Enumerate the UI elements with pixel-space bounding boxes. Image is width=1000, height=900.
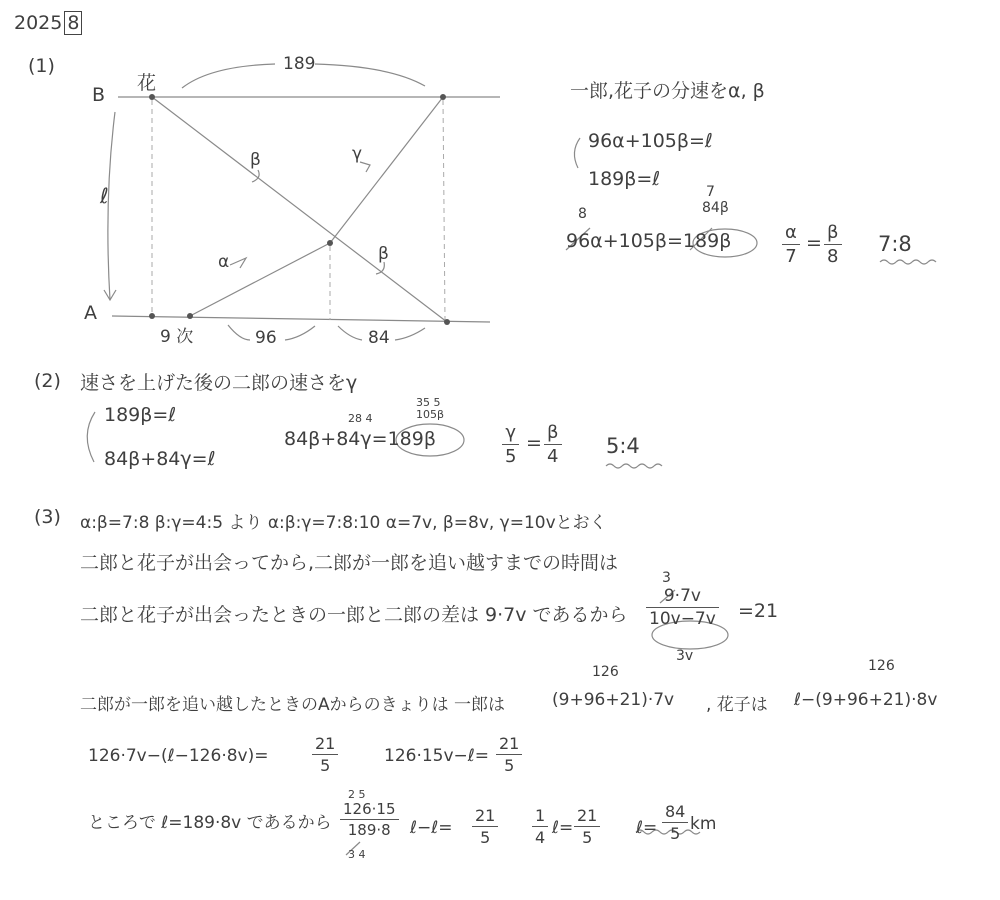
part1-label: (1) (28, 55, 55, 77)
part3-label: (3) (34, 506, 61, 528)
part3-line4-mid: , 花子は (706, 695, 768, 715)
label-B: B (92, 84, 106, 106)
point-turn (440, 94, 446, 100)
part2-small-b: 35 5 (416, 396, 441, 409)
label-9-ji: 9 次 (160, 327, 194, 347)
frac-den: 5 (320, 756, 331, 776)
arc-96-right (285, 326, 315, 340)
frac1-num: 9·7v (663, 586, 701, 606)
part3-line6-prefix: ところで ℓ=189·8v であるから (88, 813, 332, 833)
frac-num: 21 (577, 806, 598, 825)
arc-189-right (315, 64, 425, 86)
part2-intro: 速さを上げた後の二郎の速さをγ (80, 372, 358, 394)
label-96: 96 (255, 328, 277, 348)
line6-small-bot: 3 4 (348, 848, 366, 861)
frac1-den: 10v−7v (649, 609, 716, 630)
part2-ratio-gamma (502, 422, 519, 467)
part2-eq1: 189β=ℓ (104, 404, 177, 426)
label-l: ℓ (100, 184, 109, 208)
part3-line6-after: ℓ−ℓ= (410, 818, 453, 838)
part1-answer: 7:8 (878, 232, 912, 256)
part3-line3: 二郎と花子が出会ったときの一郎と二郎の差は 9·7v であるから (80, 604, 628, 626)
frac1-result: =21 (738, 600, 779, 622)
part2-ratio-beta (544, 422, 562, 467)
line6-frac-den: 189·8 (347, 821, 391, 840)
problem-number-box: 8 (64, 11, 82, 35)
final-num: 84 (665, 802, 686, 821)
point-jiro-start (187, 313, 193, 319)
part1-ratio-beta (824, 222, 842, 267)
label-gamma: γ (352, 144, 363, 164)
hook-alpha (230, 258, 246, 268)
part1-eq1: 96α+105β=ℓ (588, 130, 713, 152)
label-84: 84 (368, 328, 390, 348)
arc-189-left (182, 64, 275, 88)
part2-eq2: 84β+84γ=ℓ (104, 448, 216, 470)
fraction-21-5-d (574, 806, 600, 847)
part3-line6-frac (340, 800, 399, 839)
part3-line4-expr2: ℓ−(9+96+21)·8v (794, 690, 938, 710)
part1-work-line: 96α+105β=189β (566, 230, 732, 252)
frac-den: 4 (535, 828, 546, 848)
frac-num: 21 (499, 734, 520, 753)
part3-line5-eq1: 126·7v−(ℓ−126·8v)= (88, 746, 269, 766)
ratio-den: 4 (547, 446, 559, 468)
part3-line4: 二郎が一郎を追い越したときのAからのきょりは 一郎は (80, 695, 506, 715)
equals-sign: = (806, 232, 822, 254)
arc-84-left (338, 326, 362, 340)
part3-line5-eq2: 126·15v−ℓ= (384, 746, 490, 766)
arc-96-left (228, 325, 250, 340)
ratio-den: 5 (505, 446, 517, 468)
fraction-21-5-b (496, 734, 522, 775)
label-hanako: 花 (137, 72, 157, 94)
path-ichiro-return (330, 97, 443, 243)
ratio-den: 8 (827, 246, 839, 268)
part2-work-line: 84β+84γ=189β (284, 428, 436, 450)
arc-84-right (395, 328, 425, 340)
label-beta-1: β (250, 150, 261, 170)
point-A-left (149, 313, 155, 319)
ratio-num: α (785, 222, 797, 243)
year-text: 2025 (14, 12, 63, 34)
line6-frac-num: 126·15 (343, 800, 396, 818)
quarter-l: ℓ= (552, 818, 574, 838)
label-A: A (84, 302, 97, 324)
label-alpha: α (218, 252, 230, 272)
equals-sign: = (526, 432, 542, 454)
fraction-21-5-a (312, 734, 338, 775)
part2-answer: 5:4 (606, 434, 640, 458)
part2-label: (2) (34, 370, 61, 392)
path-jiro (190, 243, 330, 316)
frac1-top: 3 (662, 570, 671, 586)
label-189: 189 (283, 54, 316, 74)
note-126-b: 126 (868, 658, 895, 674)
fraction-21-5-c (472, 806, 498, 847)
note-126-a: 126 (592, 664, 619, 680)
frac1-strike: 3v (676, 648, 694, 664)
final-unit: km (690, 814, 717, 834)
point-meet (327, 240, 333, 246)
frac-num: 21 (475, 806, 496, 825)
part1-small-7: 7 (706, 184, 715, 200)
dash-right (443, 100, 445, 320)
part3-line2: 二郎と花子が出会ってから,二郎が一郎を追い越すまでの時間は (80, 552, 619, 574)
part3-line1: α:β=7:8 β:γ=4:5 より α:β:γ=7:8:10 α=7v, β=8v, γ=10vとおく (80, 513, 607, 533)
final-l: ℓ= (636, 818, 658, 838)
part1-eq2: 189β=ℓ (588, 168, 661, 190)
part2-small-a: 28 4 (348, 412, 373, 425)
part3-line4-expr1: (9+96+21)·7v (552, 690, 675, 710)
part1-small-8: 8 (578, 206, 587, 222)
label-beta-2: β (378, 244, 389, 264)
part1-ratio-alpha (782, 222, 800, 267)
ratio-num: β (827, 222, 839, 243)
final-den: 5 (670, 824, 681, 844)
ratio-den: 7 (785, 246, 797, 268)
wavy-answer1 (880, 260, 936, 264)
part2-small-c: 105β (416, 408, 445, 421)
ratio-num: γ (505, 422, 517, 443)
frac-num: 1 (535, 806, 546, 825)
point-end (444, 319, 450, 325)
frac-den: 5 (582, 828, 593, 848)
wavy-answer2 (606, 464, 662, 468)
frac-den: 5 (480, 828, 491, 848)
line6-small-top: 2 5 (348, 788, 366, 801)
frac-num: 21 (315, 734, 336, 753)
part1-small-84b: 84β (702, 200, 729, 216)
brace-part1 (574, 138, 580, 168)
path-hanako (152, 97, 447, 322)
part1-intro: 一郎,花子の分速をα, β (570, 80, 765, 102)
fraction-quarter (532, 806, 548, 847)
frac-den: 5 (504, 756, 515, 776)
brace-part2 (87, 412, 95, 462)
ratio-num: β (547, 422, 559, 443)
part3-frac1 (646, 586, 719, 629)
final-answer-fraction (662, 802, 688, 843)
